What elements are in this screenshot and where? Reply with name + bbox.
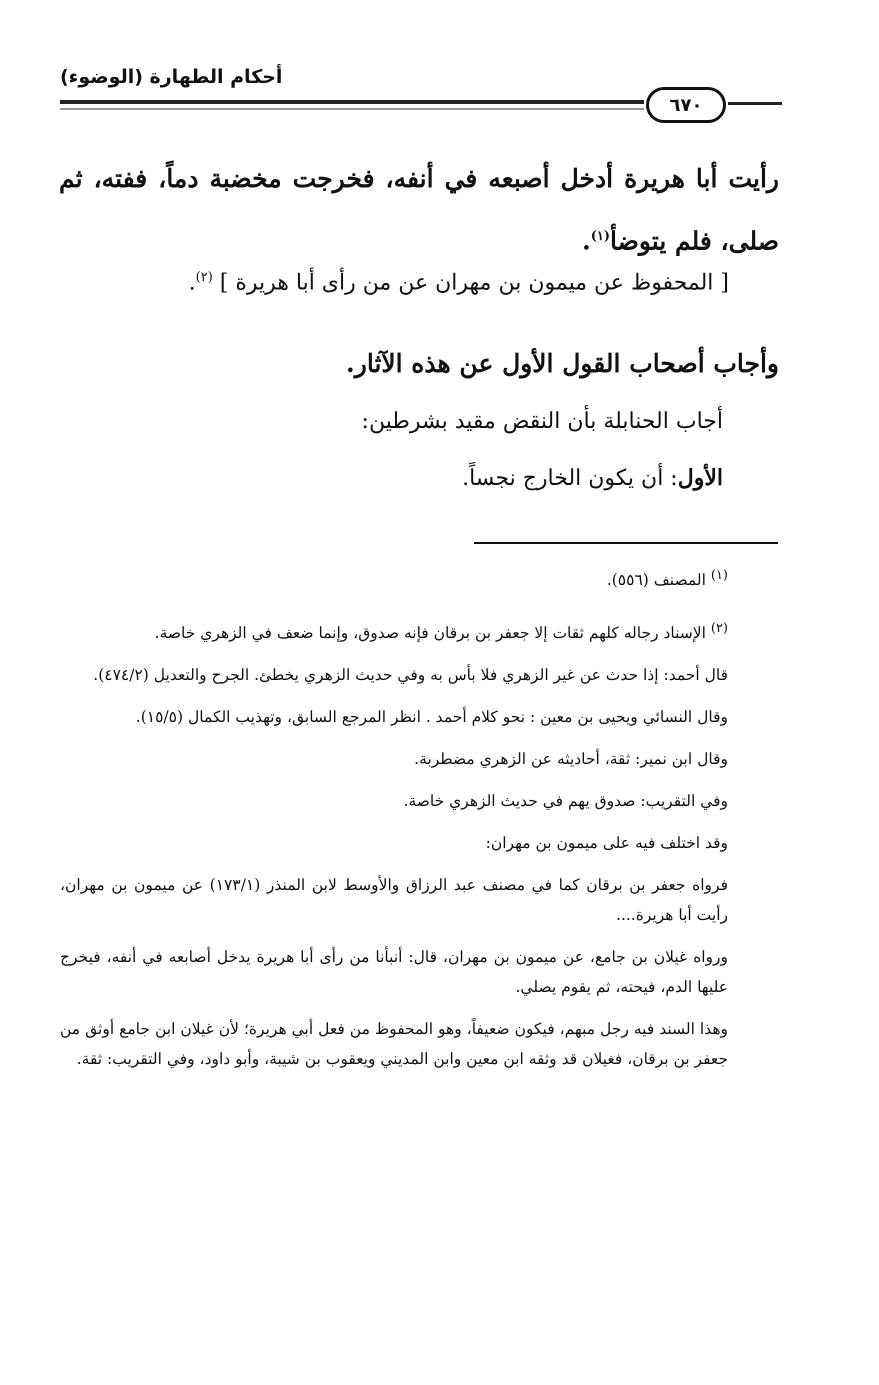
page-number: ٦٧٠ bbox=[669, 94, 703, 116]
footnote-2-number: (٢) bbox=[710, 621, 728, 637]
footnote-paragraph: فرواه جعفر بن برقان كما في مصنف عبد الرزاق والأوسط لابن المنذر (١٧٣/١) عن ميمون بن مهران، رأيت أبا هريرة.... bbox=[60, 876, 728, 925]
page-number-badge bbox=[646, 87, 726, 123]
header-rule-right bbox=[728, 102, 782, 105]
main-paragraph-2 bbox=[89, 258, 729, 303]
main-paragraph-1-text: رأيت أبا هريرة أدخل أصبعه في أنفه، فخرجت مخضبة دماً، ففته، ثم صلى، فلم يتوضأ bbox=[59, 164, 779, 256]
footnote-paragraph: وهذا السند فيه رجل مبهم، فيكون ضعيفاً، وهو المحفوظ من فعل أبي هريرة؛ لأن غيلان ابن جامع أوثق من جعفر بن برقان، فغيلان قد وثقه ابن معين وابن المديني ويعقوب بن شيبة، وأبو داود، وفي التقريب: ثقة. bbox=[60, 1020, 728, 1069]
section-heading: وأجاب أصحاب القول الأول عن هذه الآثار. bbox=[346, 349, 779, 378]
main-paragraph-4 bbox=[103, 458, 723, 499]
footnote-paragraph: وقد اختلف فيه على ميمون بن مهران: bbox=[485, 834, 728, 853]
footnote-1 bbox=[60, 562, 778, 594]
footnote-ref-1[interactable]: (١) bbox=[590, 229, 611, 244]
first-condition-text: : أن يكون الخارج نجساً. bbox=[462, 466, 678, 491]
footnote-separator bbox=[474, 542, 778, 544]
main-paragraph-1 bbox=[59, 150, 779, 270]
running-header-title: أحكام الطهارة (الوضوء) bbox=[60, 66, 283, 88]
footnote-ref-2[interactable]: (٢) bbox=[195, 270, 213, 285]
footnote-paragraph: وفي التقريب: صدوق يهم في حديث الزهري خاصة. bbox=[403, 792, 728, 811]
header-rule-thin bbox=[60, 108, 644, 110]
footnote-paragraph: وقال النسائي ويحيى بن معين : نحو كلام أحمد . انظر المرجع السابق، وتهذيب الكمال (١٥/٥). bbox=[135, 708, 728, 727]
footnote-2-text: الإسناد رجاله كلهم ثقات إلا جعفر بن برقان فإنه صدوق، وإنما ضعف في الزهري خاصة. bbox=[154, 624, 706, 643]
main-paragraph-2-text: [ المحفوظ عن ميمون بن مهران عن من رأى أبا هريرة ] bbox=[219, 270, 729, 296]
footnote-paragraph: ورواه غيلان بن جامع، عن ميمون بن مهران، قال: أنبأنا من رأى أبا هريرة يدخل أصابعه في أنفه، فيخرج عليها الدم، فيحته، ثم يقوم يصلي. bbox=[60, 948, 728, 997]
main-paragraph-3: أجاب الحنابلة بأن النقض مقيد بشرطين: bbox=[361, 409, 723, 434]
main-paragraph-2-end: . bbox=[188, 270, 196, 296]
footnote-paragraph: وقال ابن نمير: ثقة، أحاديثه عن الزهري مضطربة. bbox=[414, 750, 728, 769]
footnote-2 bbox=[60, 614, 778, 648]
footnote-paragraph: قال أحمد: إذا حدث عن غير الزهري فلا بأس به وفي حديث الزهري يخطئ. الجرح والتعديل (٤٧٤/٢). bbox=[93, 666, 728, 685]
first-condition-label: الأول bbox=[677, 465, 723, 491]
main-paragraph-1-end: . bbox=[582, 226, 591, 256]
header-rule-thick bbox=[60, 100, 644, 104]
footnote-1-text: المصنف (٥٥٦). bbox=[606, 571, 706, 590]
footnote-1-number: (١) bbox=[710, 568, 728, 583]
footnotes-section bbox=[60, 562, 778, 1074]
